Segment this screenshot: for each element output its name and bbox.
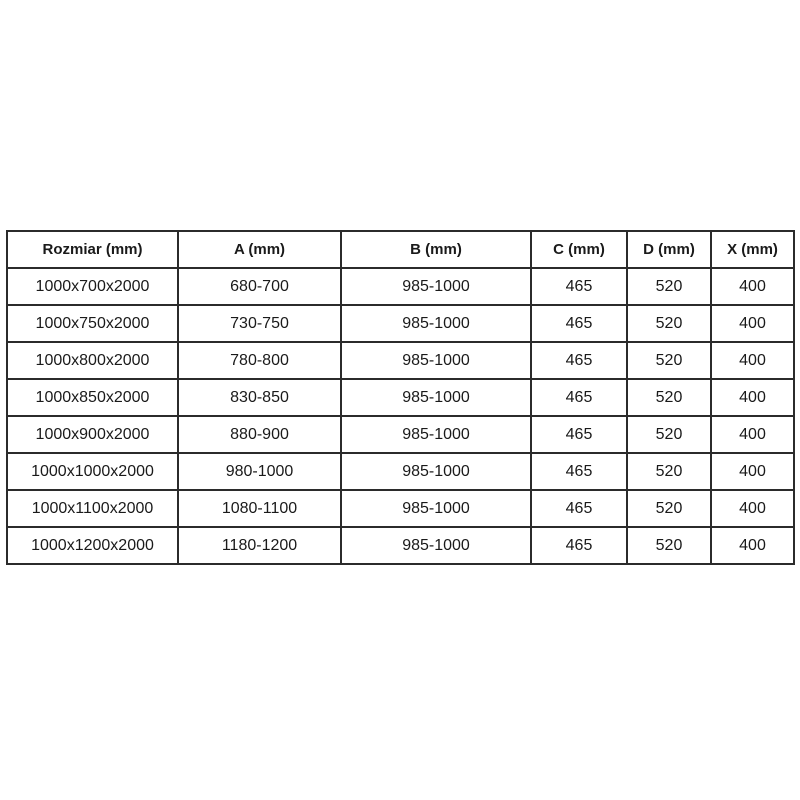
table-row [7, 453, 794, 490]
table-row [7, 527, 794, 564]
column-header-a: A (mm) [178, 231, 341, 268]
cell-a: 1180-1200 [178, 527, 341, 564]
cell-d: 520 [627, 305, 711, 342]
column-header-c: C (mm) [531, 231, 627, 268]
column-header-b: B (mm) [341, 231, 531, 268]
cell-b: 985-1000 [341, 342, 531, 379]
column-header-x: X (mm) [711, 231, 794, 268]
cell-rozmiar: 1000x700x2000 [7, 268, 178, 305]
cell-d: 520 [627, 379, 711, 416]
column-header-d: D (mm) [627, 231, 711, 268]
cell-d: 520 [627, 268, 711, 305]
table-row [7, 490, 794, 527]
cell-a: 880-900 [178, 416, 341, 453]
cell-x: 400 [711, 527, 794, 564]
cell-b: 985-1000 [341, 527, 531, 564]
cell-b: 985-1000 [341, 453, 531, 490]
table-header-row [7, 231, 794, 268]
cell-d: 520 [627, 490, 711, 527]
cell-c: 465 [531, 342, 627, 379]
cell-a: 730-750 [178, 305, 341, 342]
cell-c: 465 [531, 453, 627, 490]
dimensions-table [6, 230, 795, 565]
cell-rozmiar: 1000x800x2000 [7, 342, 178, 379]
cell-x: 400 [711, 379, 794, 416]
cell-c: 465 [531, 379, 627, 416]
column-header-rozmiar: Rozmiar (mm) [7, 231, 178, 268]
cell-c: 465 [531, 305, 627, 342]
cell-rozmiar: 1000x750x2000 [7, 305, 178, 342]
cell-c: 465 [531, 490, 627, 527]
cell-x: 400 [711, 416, 794, 453]
cell-rozmiar: 1000x850x2000 [7, 379, 178, 416]
cell-b: 985-1000 [341, 490, 531, 527]
table-row [7, 379, 794, 416]
cell-a: 980-1000 [178, 453, 341, 490]
cell-b: 985-1000 [341, 379, 531, 416]
cell-a: 830-850 [178, 379, 341, 416]
cell-b: 985-1000 [341, 305, 531, 342]
cell-b: 985-1000 [341, 268, 531, 305]
cell-a: 780-800 [178, 342, 341, 379]
table-row [7, 416, 794, 453]
table-row [7, 268, 794, 305]
cell-a: 680-700 [178, 268, 341, 305]
cell-c: 465 [531, 416, 627, 453]
cell-d: 520 [627, 453, 711, 490]
cell-rozmiar: 1000x1000x2000 [7, 453, 178, 490]
cell-b: 985-1000 [341, 416, 531, 453]
cell-d: 520 [627, 416, 711, 453]
cell-rozmiar: 1000x900x2000 [7, 416, 178, 453]
cell-x: 400 [711, 268, 794, 305]
table-row [7, 305, 794, 342]
cell-x: 400 [711, 490, 794, 527]
cell-rozmiar: 1000x1100x2000 [7, 490, 178, 527]
cell-d: 520 [627, 527, 711, 564]
cell-x: 400 [711, 305, 794, 342]
cell-c: 465 [531, 527, 627, 564]
cell-a: 1080-1100 [178, 490, 341, 527]
cell-rozmiar: 1000x1200x2000 [7, 527, 178, 564]
table-row [7, 342, 794, 379]
cell-x: 400 [711, 342, 794, 379]
cell-x: 400 [711, 453, 794, 490]
cell-c: 465 [531, 268, 627, 305]
cell-d: 520 [627, 342, 711, 379]
